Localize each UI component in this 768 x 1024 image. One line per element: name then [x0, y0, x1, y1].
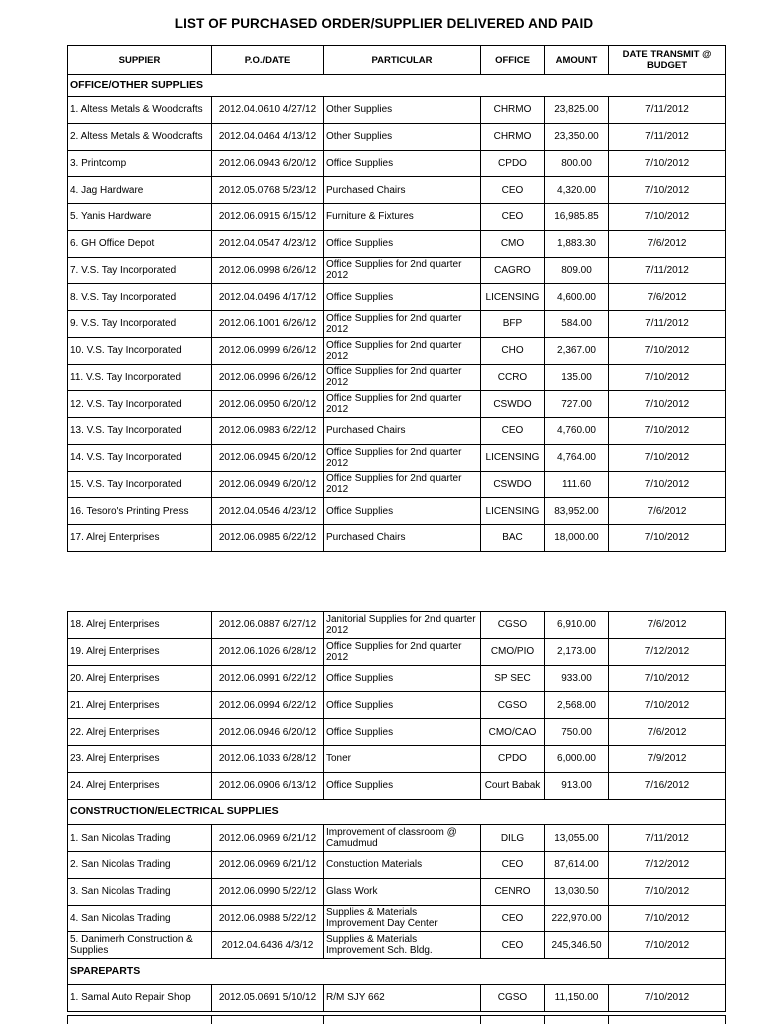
amount-cell: 135.00 [545, 364, 609, 391]
particular-cell: Office Supplies [324, 150, 481, 177]
section-label: OFFICE/OTHER SUPPLIES [68, 75, 726, 97]
po-date-cell: 2012.05.0691 5/10/12 [212, 984, 324, 1011]
supplier-cell: 18. Alrej Enterprises [68, 612, 212, 639]
office-cell: LICENSING [481, 444, 545, 471]
supplier-cell: 5. Yanis Hardware [68, 204, 212, 231]
amount-cell: 245,346.50 [545, 932, 609, 959]
office-cell: CEO [481, 932, 545, 959]
particular-cell: Office Supplies for 2nd quarter 2012 [324, 364, 481, 391]
office-cell: CPDO [481, 745, 545, 772]
po-date-cell: 2012.04.0546 4/23/12 [212, 498, 324, 525]
particular-cell: Constuction Materials [324, 851, 481, 878]
po-date-cell: 2012.04.0496 4/17/12 [212, 284, 324, 311]
table-row [68, 665, 726, 692]
particular-cell: Purchased Chairs [324, 418, 481, 445]
office-cell: CHRMO [481, 97, 545, 124]
supplier-cell: 1. Samal Auto Repair Shop [68, 984, 212, 1011]
amount-cell: 913.00 [545, 772, 609, 799]
amount-cell: 23,350.00 [545, 123, 609, 150]
table-row [68, 825, 726, 852]
particular-cell: Supplies & Materials Improvement Day Center [324, 905, 481, 932]
po-date-cell: 2012.04.0610 4/27/12 [212, 97, 324, 124]
date-transmit-cell: 7/10/2012 [609, 391, 726, 418]
office-cell: BFP [481, 311, 545, 338]
table-row [68, 745, 726, 772]
po-date-cell: 2012.06.0943 6/20/12 [212, 150, 324, 177]
office-cell: CEO [481, 418, 545, 445]
date-transmit-cell: 7/10/2012 [609, 471, 726, 498]
date-transmit-cell: 7/10/2012 [609, 337, 726, 364]
supplier-cell: 16. Tesoro's Printing Press [68, 498, 212, 525]
supplier-cell: 4. San Nicolas Trading [68, 905, 212, 932]
amount-cell: 750.00 [545, 719, 609, 746]
supplier-cell: 20. Alrej Enterprises [68, 665, 212, 692]
date-transmit-cell: 7/6/2012 [609, 284, 726, 311]
table-row [68, 337, 726, 364]
particular-cell: Office Supplies for 2nd quarter 2012 [324, 444, 481, 471]
office-cell: CPDO [481, 150, 545, 177]
date-transmit-cell: 7/10/2012 [609, 878, 726, 905]
table-row [68, 391, 726, 418]
office-cell: CHO [481, 337, 545, 364]
particular-cell: Office Supplies for 2nd quarter 2012 [324, 337, 481, 364]
section-row [68, 799, 726, 825]
supplier-cell: 1. San Nicolas Trading [68, 825, 212, 852]
particular-cell: Office Supplies for 2nd quarter 2012 [324, 471, 481, 498]
office-cell: CGSO [481, 612, 545, 639]
supplier-cell: 14. V.S. Tay Incorporated [68, 444, 212, 471]
po-date-cell: 2012.05.0768 5/23/12 [212, 177, 324, 204]
date-transmit-cell: 7/10/2012 [609, 905, 726, 932]
date-transmit-cell: 7/10/2012 [609, 418, 726, 445]
amount-cell: 222,970.00 [545, 905, 609, 932]
col-header-date-transmit: DATE TRANSMIT @ BUDGET [609, 46, 726, 75]
po-date-cell: 2012.06.0969 6/21/12 [212, 851, 324, 878]
office-cell: CHRMO [481, 123, 545, 150]
amount-cell: 23,825.00 [545, 97, 609, 124]
office-cell: CSWDO [481, 471, 545, 498]
table-row [68, 905, 726, 932]
date-transmit-cell: 7/11/2012 [609, 825, 726, 852]
po-date-cell: 2012.06.0969 6/21/12 [212, 825, 324, 852]
po-date-cell: 2012.06.0999 6/26/12 [212, 337, 324, 364]
particular-cell: Office Supplies [324, 692, 481, 719]
amount-cell: 1,883.30 [545, 230, 609, 257]
po-date-cell: 2012.06.0946 6/20/12 [212, 719, 324, 746]
amount-cell: 4,320.00 [545, 177, 609, 204]
supplier-cell: 8. V.S. Tay Incorporated [68, 284, 212, 311]
supplier-cell: 23. Alrej Enterprises [68, 745, 212, 772]
amount-cell: 83,952.00 [545, 498, 609, 525]
office-cell: SP SEC [481, 665, 545, 692]
particular-cell: Office Supplies [324, 284, 481, 311]
supplier-cell: 17. Alrej Enterprises [68, 525, 212, 552]
po-date-cell: 2012.06.0996 6/26/12 [212, 364, 324, 391]
amount-cell: 584.00 [545, 311, 609, 338]
po-date-cell: 2012.06.0950 6/20/12 [212, 391, 324, 418]
amount-cell: 6,000.00 [545, 745, 609, 772]
po-date-cell: 2012.06.0994 6/22/12 [212, 692, 324, 719]
amount-cell: 6,910.00 [545, 612, 609, 639]
amount-cell: 11,150.00 [545, 984, 609, 1011]
office-cell: CEO [481, 851, 545, 878]
po-date-cell: 2012.04.0464 4/13/12 [212, 123, 324, 150]
table-row [68, 719, 726, 746]
po-date-cell: 2012.06.0983 6/22/12 [212, 418, 324, 445]
particular-cell: Office Supplies for 2nd quarter 2012 [324, 391, 481, 418]
table-row [68, 638, 726, 665]
supplier-cell: 12. V.S. Tay Incorporated [68, 391, 212, 418]
particular-cell: Toner [324, 745, 481, 772]
po-date-cell: 2012.06.0906 6/13/12 [212, 772, 324, 799]
po-date-cell: 2012.06.0887 6/27/12 [212, 612, 324, 639]
table-row [68, 984, 726, 1011]
po-date-cell: 2012.06.0949 6/20/12 [212, 471, 324, 498]
amount-cell: 2,173.00 [545, 638, 609, 665]
date-transmit-cell: 7/10/2012 [609, 444, 726, 471]
particular-cell: Office Supplies for 2nd quarter 2012 [324, 311, 481, 338]
supplier-cell: 7. V.S. Tay Incorporated [68, 257, 212, 284]
section-label: SPAREPARTS [68, 959, 726, 985]
po-date-cell: 2012.04.0547 4/23/12 [212, 230, 324, 257]
date-transmit-cell: 7/10/2012 [609, 204, 726, 231]
supplier-cell: 2. San Nicolas Trading [68, 851, 212, 878]
date-transmit-cell: 7/9/2012 [609, 745, 726, 772]
date-transmit-cell: 7/6/2012 [609, 230, 726, 257]
date-transmit-cell: 7/10/2012 [609, 150, 726, 177]
office-cell: Court Babak [481, 772, 545, 799]
amount-cell: 933.00 [545, 665, 609, 692]
supplier-cell: 9. V.S. Tay Incorporated [68, 311, 212, 338]
office-cell: LICENSING [481, 498, 545, 525]
date-transmit-cell: 7/16/2012 [609, 772, 726, 799]
amount-cell: 809.00 [545, 257, 609, 284]
po-date-cell: 2012.06.0991 6/22/12 [212, 665, 324, 692]
col-header-po-date: P.O./DATE [212, 46, 324, 75]
date-transmit-cell: 7/10/2012 [609, 665, 726, 692]
supplier-cell: 6. GH Office Depot [68, 230, 212, 257]
amount-cell: 18,000.00 [545, 525, 609, 552]
office-cell: DILG [481, 825, 545, 852]
date-transmit-cell: 7/6/2012 [609, 612, 726, 639]
date-transmit-cell: 7/11/2012 [609, 97, 726, 124]
date-transmit-cell: 7/12/2012 [609, 638, 726, 665]
po-date-cell: 2012.06.0990 5/22/12 [212, 878, 324, 905]
particular-cell: Janitorial Supplies for 2nd quarter 2012 [324, 612, 481, 639]
particular-cell: Purchased Chairs [324, 525, 481, 552]
table-row [68, 444, 726, 471]
supplier-cell: 10. V.S. Tay Incorporated [68, 337, 212, 364]
col-header-supplier: SUPPIER [68, 46, 212, 75]
supplier-cell: 22. Alrej Enterprises [68, 719, 212, 746]
po-date-cell: 2012.06.0945 6/20/12 [212, 444, 324, 471]
office-cell: CAGRO [481, 257, 545, 284]
office-cell: BAC [481, 525, 545, 552]
amount-cell: 4,600.00 [545, 284, 609, 311]
table-row [68, 311, 726, 338]
po-date-cell: 2012.06.0988 5/22/12 [212, 905, 324, 932]
po-date-cell: 2012.06.1026 6/28/12 [212, 638, 324, 665]
supplier-cell: 1. Altess Metals & Woodcrafts [68, 97, 212, 124]
office-cell: CSWDO [481, 391, 545, 418]
particular-cell: Glass Work [324, 878, 481, 905]
date-transmit-cell: 7/10/2012 [609, 525, 726, 552]
supplier-cell: 11. V.S. Tay Incorporated [68, 364, 212, 391]
particular-cell: R/M SJY 662 [324, 984, 481, 1011]
supplier-cell: 2. Altess Metals & Woodcrafts [68, 123, 212, 150]
supplier-cell: 3. San Nicolas Trading [68, 878, 212, 905]
office-cell: CGSO [481, 692, 545, 719]
table-row [68, 123, 726, 150]
amount-cell: 13,030.50 [545, 878, 609, 905]
amount-cell: 87,614.00 [545, 851, 609, 878]
office-cell: LICENSING [481, 284, 545, 311]
particular-cell: Other Supplies [324, 123, 481, 150]
table-row [68, 612, 726, 639]
col-header-office: OFFICE [481, 46, 545, 75]
office-cell: CMO/PIO [481, 638, 545, 665]
particular-cell: Improvement of classroom @ Camudmud [324, 825, 481, 852]
supplier-cell: 3. Printcomp [68, 150, 212, 177]
po-table-page2 [67, 611, 726, 1012]
supplier-cell: 5. Danimerh Construction & Supplies [68, 932, 212, 959]
col-header-particular: PARTICULAR [324, 46, 481, 75]
table-row [68, 772, 726, 799]
table-row [68, 230, 726, 257]
office-cell: CCRO [481, 364, 545, 391]
date-transmit-cell: 7/10/2012 [609, 177, 726, 204]
table-row [68, 692, 726, 719]
po-date-cell: 2012.04.6436 4/3/12 [212, 932, 324, 959]
particular-cell: Purchased Chairs [324, 177, 481, 204]
table-row [68, 525, 726, 552]
po-date-cell: 2012.06.0985 6/22/12 [212, 525, 324, 552]
supplier-cell: 24. Alrej Enterprises [68, 772, 212, 799]
table-row [68, 177, 726, 204]
date-transmit-cell: 7/12/2012 [609, 851, 726, 878]
table-row [68, 471, 726, 498]
cut-off-row [0, 1015, 768, 1024]
date-transmit-cell: 7/6/2012 [609, 498, 726, 525]
po-date-cell: 2012.06.0998 6/26/12 [212, 257, 324, 284]
amount-cell: 13,055.00 [545, 825, 609, 852]
amount-cell: 4,764.00 [545, 444, 609, 471]
section-row [68, 75, 726, 97]
amount-cell: 727.00 [545, 391, 609, 418]
amount-cell: 800.00 [545, 150, 609, 177]
supplier-cell: 13. V.S. Tay Incorporated [68, 418, 212, 445]
table-row [68, 932, 726, 959]
amount-cell: 4,760.00 [545, 418, 609, 445]
table-row [68, 257, 726, 284]
table-row [68, 97, 726, 124]
date-transmit-cell: 7/11/2012 [609, 123, 726, 150]
po-table-page1 [67, 45, 726, 552]
po-date-cell: 2012.06.1033 6/28/12 [212, 745, 324, 772]
amount-cell: 16,985.85 [545, 204, 609, 231]
table-row [68, 150, 726, 177]
office-cell: CEO [481, 177, 545, 204]
particular-cell: Office Supplies [324, 772, 481, 799]
amount-cell: 2,367.00 [545, 337, 609, 364]
table-row [68, 364, 726, 391]
date-transmit-cell: 7/10/2012 [609, 364, 726, 391]
office-cell: CEO [481, 204, 545, 231]
office-cell: CMO [481, 230, 545, 257]
amount-cell: 111.60 [545, 471, 609, 498]
supplier-cell: 21. Alrej Enterprises [68, 692, 212, 719]
table-row [68, 498, 726, 525]
table-row [68, 851, 726, 878]
date-transmit-cell: 7/11/2012 [609, 257, 726, 284]
section-label: CONSTRUCTION/ELECTRICAL SUPPLIES [68, 799, 726, 825]
table-row [68, 418, 726, 445]
particular-cell: Supplies & Materials Improvement Sch. Bldg. [324, 932, 481, 959]
po-date-cell: 2012.06.0915 6/15/12 [212, 204, 324, 231]
particular-cell: Other Supplies [324, 97, 481, 124]
office-cell: CENRO [481, 878, 545, 905]
supplier-cell: 19. Alrej Enterprises [68, 638, 212, 665]
office-cell: CEO [481, 905, 545, 932]
office-cell: CMO/CAO [481, 719, 545, 746]
particular-cell: Office Supplies [324, 230, 481, 257]
table-row [68, 878, 726, 905]
section-row [68, 959, 726, 985]
particular-cell: Furniture & Fixtures [324, 204, 481, 231]
po-date-cell: 2012.06.1001 6/26/12 [212, 311, 324, 338]
amount-cell: 2,568.00 [545, 692, 609, 719]
table-header-row [68, 46, 726, 75]
office-cell: CGSO [481, 984, 545, 1011]
date-transmit-cell: 7/11/2012 [609, 311, 726, 338]
particular-cell: Office Supplies [324, 719, 481, 746]
date-transmit-cell: 7/10/2012 [609, 932, 726, 959]
date-transmit-cell: 7/6/2012 [609, 719, 726, 746]
date-transmit-cell: 7/10/2012 [609, 984, 726, 1011]
table-row [68, 204, 726, 231]
particular-cell: Office Supplies for 2nd quarter 2012 [324, 257, 481, 284]
particular-cell: Office Supplies [324, 665, 481, 692]
supplier-cell: 15. V.S. Tay Incorporated [68, 471, 212, 498]
table-row [68, 284, 726, 311]
supplier-cell: 4. Jag Hardware [68, 177, 212, 204]
particular-cell: Office Supplies for 2nd quarter 2012 [324, 638, 481, 665]
document-title: LIST OF PURCHASED ORDER/SUPPLIER DELIVERED AND PAID [174, 16, 594, 31]
particular-cell: Office Supplies [324, 498, 481, 525]
date-transmit-cell: 7/10/2012 [609, 692, 726, 719]
col-header-amount: AMOUNT [545, 46, 609, 75]
